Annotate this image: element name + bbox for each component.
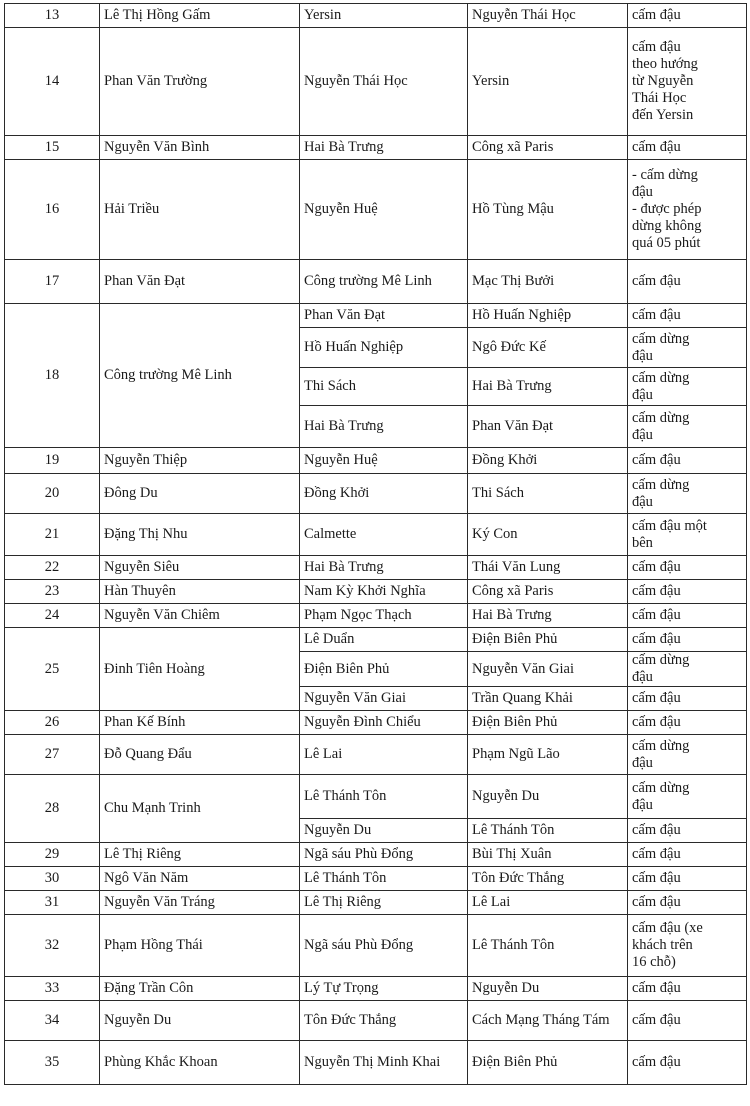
segment-from: Nguyễn Du — [300, 819, 468, 843]
segment-to: Bùi Thị Xuân — [468, 843, 628, 867]
restriction-line: cấm đậu — [632, 139, 681, 155]
restriction-line: đậu — [632, 493, 653, 510]
restriction-line: dừng không — [632, 218, 702, 234]
table-row — [5, 891, 747, 915]
street-name: Nguyễn Văn Tráng — [100, 891, 300, 915]
restriction-line: cấm đậu — [632, 894, 681, 910]
restriction-line: cấm dừng — [632, 409, 690, 426]
street-name: Chu Mạnh Trinh — [100, 775, 300, 843]
restriction-cell — [628, 304, 747, 328]
row-number: 26 — [5, 711, 100, 735]
restriction-line: từ Nguyễn — [632, 73, 694, 89]
segment-to: Ký Con — [468, 514, 628, 556]
restriction-cell — [628, 1041, 747, 1085]
segment-from: Thi Sách — [300, 368, 468, 406]
restriction-line: cấm đậu — [632, 822, 681, 838]
segment-to: Thái Văn Lung — [468, 556, 628, 580]
segment-from: Lê Thánh Tôn — [300, 775, 468, 819]
restriction-line: cấm đậu — [632, 631, 681, 647]
table-row — [5, 775, 747, 819]
restriction-line: cấm đậu một — [632, 517, 707, 534]
restriction-line: đậu — [632, 347, 653, 364]
segment-to: Nguyễn Du — [468, 977, 628, 1001]
restriction-line: cấm đậu — [632, 1012, 681, 1028]
table-row — [5, 28, 747, 136]
table-row — [5, 628, 747, 652]
restriction-line: khách trên — [632, 937, 693, 953]
restriction-cell — [628, 260, 747, 304]
restriction-cell — [628, 514, 747, 556]
segment-from: Lê Thị Riêng — [300, 891, 468, 915]
street-name: Ngô Văn Năm — [100, 867, 300, 891]
segment-to: Thi Sách — [468, 474, 628, 514]
segment-to: Phan Văn Đạt — [468, 406, 628, 448]
restriction-line: cấm đậu — [632, 846, 681, 862]
segment-from: Nam Kỳ Khởi Nghĩa — [300, 580, 468, 604]
segment-to: Điện Biên Phủ — [468, 711, 628, 735]
restriction-cell — [628, 136, 747, 160]
restriction-line: - cấm dừng — [632, 167, 698, 183]
restriction-cell — [628, 448, 747, 474]
restriction-cell — [628, 687, 747, 711]
restriction-cell — [628, 867, 747, 891]
segment-from: Đồng Khởi — [300, 474, 468, 514]
street-name: Phan Văn Đạt — [100, 260, 300, 304]
restriction-line: quá 05 phút — [632, 235, 701, 251]
street-name: Hải Triều — [100, 160, 300, 260]
restriction-line: đậu — [632, 796, 653, 813]
segment-from: Nguyễn Huệ — [300, 160, 468, 260]
restriction-cell — [628, 775, 747, 819]
segment-to: Công xã Paris — [468, 580, 628, 604]
row-number: 25 — [5, 628, 100, 711]
restriction-line: đậu — [632, 669, 653, 685]
table-row — [5, 304, 747, 328]
restriction-line: đậu — [632, 426, 653, 443]
restriction-line: - được phép — [632, 201, 702, 217]
restriction-line: cấm đậu — [632, 607, 681, 623]
restriction-cell — [628, 604, 747, 628]
segment-to: Lê Thánh Tôn — [468, 819, 628, 843]
row-number: 23 — [5, 580, 100, 604]
restriction-cell — [628, 28, 747, 136]
segment-to: Phạm Ngũ Lão — [468, 735, 628, 775]
segment-from: Nguyễn Văn Giai — [300, 687, 468, 711]
segment-from: Lê Lai — [300, 735, 468, 775]
restriction-line: cấm đậu — [632, 690, 681, 706]
segment-from: Nguyễn Thị Minh Khai — [300, 1041, 468, 1085]
restriction-line: đến Yersin — [632, 107, 694, 123]
segment-from: Lý Tự Trọng — [300, 977, 468, 1001]
segment-from: Tôn Đức Thắng — [300, 1001, 468, 1041]
restriction-line: cấm dừng — [632, 737, 690, 754]
table-row — [5, 556, 747, 580]
street-name: Nguyễn Du — [100, 1001, 300, 1041]
restriction-line: đậu — [632, 386, 653, 403]
row-number: 15 — [5, 136, 100, 160]
restriction-cell — [628, 474, 747, 514]
table-row — [5, 474, 747, 514]
restriction-line: cấm đậu — [632, 1054, 681, 1070]
segment-from: Yersin — [300, 4, 468, 28]
row-number: 18 — [5, 304, 100, 448]
segment-to: Lê Thánh Tôn — [468, 915, 628, 977]
table-row — [5, 260, 747, 304]
restriction-line: 16 chỗ) — [632, 954, 676, 970]
segment-from: Phạm Ngọc Thạch — [300, 604, 468, 628]
row-number: 17 — [5, 260, 100, 304]
row-number: 24 — [5, 604, 100, 628]
table-row — [5, 1001, 747, 1041]
segment-to: Yersin — [468, 28, 628, 136]
restriction-cell — [628, 580, 747, 604]
street-name: Phan Văn Trường — [100, 28, 300, 136]
row-number: 16 — [5, 160, 100, 260]
segment-from: Ngã sáu Phù Đổng — [300, 915, 468, 977]
restriction-line: cấm dừng — [632, 330, 690, 347]
segment-to: Điện Biên Phủ — [468, 628, 628, 652]
table-row — [5, 735, 747, 775]
segment-to: Ngô Đức Kế — [468, 328, 628, 368]
row-number: 20 — [5, 474, 100, 514]
street-name: Nguyễn Văn Chiêm — [100, 604, 300, 628]
row-number: 31 — [5, 891, 100, 915]
row-number: 34 — [5, 1001, 100, 1041]
restriction-cell — [628, 915, 747, 977]
segment-to: Lê Lai — [468, 891, 628, 915]
row-number: 33 — [5, 977, 100, 1001]
segment-to: Nguyễn Văn Giai — [468, 652, 628, 687]
street-name: Nguyễn Siêu — [100, 556, 300, 580]
restriction-cell — [628, 652, 747, 687]
street-name: Lê Thị Hồng Gấm — [100, 4, 300, 28]
row-number: 21 — [5, 514, 100, 556]
restriction-line: cấm đậu — [632, 583, 681, 599]
table-row — [5, 867, 747, 891]
restriction-line: đậu — [632, 754, 653, 771]
restriction-cell — [628, 368, 747, 406]
restriction-cell — [628, 556, 747, 580]
restriction-cell — [628, 711, 747, 735]
segment-from: Công trường Mê Linh — [300, 260, 468, 304]
restriction-line: cấm đậu (xe — [632, 920, 703, 936]
restriction-cell — [628, 819, 747, 843]
restriction-line: cấm đậu — [632, 714, 681, 730]
segment-from: Lê Duẩn — [300, 628, 468, 652]
segment-from: Phan Văn Đạt — [300, 304, 468, 328]
restriction-line: Thái Học — [632, 90, 687, 106]
parking-restriction-table — [4, 3, 747, 1085]
table-body — [5, 4, 747, 1085]
street-name: Phạm Hồng Thái — [100, 915, 300, 977]
segment-to: Hai Bà Trưng — [468, 604, 628, 628]
row-number: 27 — [5, 735, 100, 775]
restriction-line: cấm dừng — [632, 652, 690, 668]
table-row — [5, 136, 747, 160]
segment-to: Công xã Paris — [468, 136, 628, 160]
street-name: Đặng Thị Nhu — [100, 514, 300, 556]
restriction-cell — [628, 328, 747, 368]
table-row — [5, 711, 747, 735]
restriction-cell — [628, 1001, 747, 1041]
segment-from: Hai Bà Trưng — [300, 556, 468, 580]
segment-from: Nguyễn Đình Chiểu — [300, 711, 468, 735]
restriction-line: đậu — [632, 184, 653, 200]
segment-from: Điện Biên Phủ — [300, 652, 468, 687]
row-number: 19 — [5, 448, 100, 474]
table-row — [5, 4, 747, 28]
table-row — [5, 580, 747, 604]
segment-from: Calmette — [300, 514, 468, 556]
segment-from: Hai Bà Trưng — [300, 406, 468, 448]
street-name: Phùng Khắc Khoan — [100, 1041, 300, 1085]
segment-to: Tôn Đức Thắng — [468, 867, 628, 891]
segment-to: Hai Bà Trưng — [468, 368, 628, 406]
table-row — [5, 843, 747, 867]
restriction-line: cấm đậu — [632, 870, 681, 886]
table-row — [5, 160, 747, 260]
restriction-cell — [628, 735, 747, 775]
segment-to: Cách Mạng Tháng Tám — [468, 1001, 628, 1041]
restriction-cell — [628, 843, 747, 867]
row-number: 32 — [5, 915, 100, 977]
table-row — [5, 915, 747, 977]
restriction-cell — [628, 628, 747, 652]
restriction-line: cấm đậu — [632, 980, 681, 996]
segment-from: Ngã sáu Phù Đổng — [300, 843, 468, 867]
restriction-line: cấm dừng — [632, 369, 690, 386]
segment-from: Hồ Huấn Nghiệp — [300, 328, 468, 368]
segment-to: Hồ Huấn Nghiệp — [468, 304, 628, 328]
restriction-line: cấm đậu — [632, 39, 681, 55]
row-number: 22 — [5, 556, 100, 580]
segment-to: Điện Biên Phủ — [468, 1041, 628, 1085]
table-row — [5, 977, 747, 1001]
street-name: Nguyễn Thiệp — [100, 448, 300, 474]
row-number: 35 — [5, 1041, 100, 1085]
restriction-line: cấm dừng — [632, 779, 690, 796]
restriction-line: theo hướng — [632, 56, 698, 72]
segment-to: Nguyễn Du — [468, 775, 628, 819]
restriction-line: cấm đậu — [632, 7, 681, 23]
street-name: Đông Du — [100, 474, 300, 514]
street-name: Nguyễn Văn Bình — [100, 136, 300, 160]
restriction-line: cấm đậu — [632, 559, 681, 575]
restriction-cell — [628, 891, 747, 915]
segment-from: Hai Bà Trưng — [300, 136, 468, 160]
restriction-cell — [628, 160, 747, 260]
row-number: 29 — [5, 843, 100, 867]
street-name: Đặng Trần Côn — [100, 977, 300, 1001]
row-number: 13 — [5, 4, 100, 28]
street-name: Phan Kế Bính — [100, 711, 300, 735]
row-number: 14 — [5, 28, 100, 136]
table-row — [5, 1041, 747, 1085]
segment-from: Nguyễn Thái Học — [300, 28, 468, 136]
restriction-cell — [628, 4, 747, 28]
restriction-line: cấm đậu — [632, 307, 681, 323]
restriction-line: cấm đậu — [632, 452, 681, 468]
segment-to: Mạc Thị Bưởi — [468, 260, 628, 304]
segment-to: Trần Quang Khải — [468, 687, 628, 711]
table-row — [5, 448, 747, 474]
street-name: Hàn Thuyên — [100, 580, 300, 604]
restriction-cell — [628, 977, 747, 1001]
restriction-cell — [628, 406, 747, 448]
segment-from: Nguyễn Huệ — [300, 448, 468, 474]
segment-to: Nguyễn Thái Học — [468, 4, 628, 28]
restriction-line: cấm đậu — [632, 273, 681, 289]
segment-from: Lê Thánh Tôn — [300, 867, 468, 891]
street-name: Công trường Mê Linh — [100, 304, 300, 448]
restriction-line: bên — [632, 534, 653, 551]
table-row — [5, 514, 747, 556]
street-name: Lê Thị Riêng — [100, 843, 300, 867]
row-number: 30 — [5, 867, 100, 891]
segment-to: Hồ Tùng Mậu — [468, 160, 628, 260]
row-number: 28 — [5, 775, 100, 843]
table-row — [5, 604, 747, 628]
segment-to: Đồng Khởi — [468, 448, 628, 474]
street-name: Đinh Tiên Hoàng — [100, 628, 300, 711]
restriction-line: cấm dừng — [632, 476, 690, 493]
street-name: Đỗ Quang Đẩu — [100, 735, 300, 775]
